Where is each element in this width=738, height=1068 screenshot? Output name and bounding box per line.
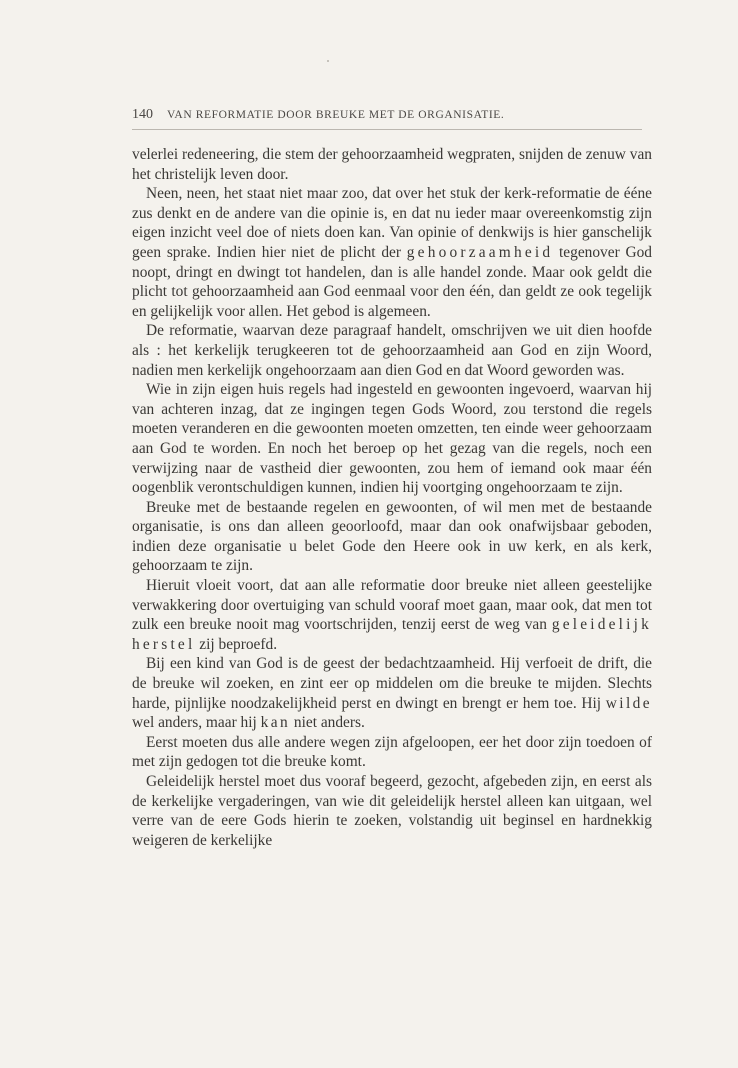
paragraph-5	[132, 498, 652, 576]
paragraph-text: Bij een kind van God is de geest der bedachtzaamheid. Hij verfoeit de drift, die de breuke wil zoeken, en zint eer op middelen om die breuke te mijden. Slechts harde, pijnlijke noodzakelijkheid perst en dwingt en brengt er hem toe. Hij	[132, 655, 652, 712]
paragraph-text: Geleidelijk herstel moet dus vooraf begeerd, gezocht, afgebeden zijn, en eerst als de kerkelijke vergaderingen, van wie dit geleidelijk herstel alleen kan uitgaan, wel verre van de eere Gods hierin te zoeken, volstandig uit beginsel en hardnekkig weigeren de kerkelijke	[132, 773, 652, 849]
spaced-emphasis: kan	[260, 714, 291, 732]
paper-speck	[327, 60, 329, 62]
paragraph-text: zij beproefd.	[195, 635, 278, 653]
paragraph-4	[132, 380, 652, 498]
paragraph-text: Eerst moeten dus alle andere wegen zijn afgeloopen, eer het door zijn toedoen of met zijn gedogen tot die breuke komt.	[132, 733, 652, 771]
paragraph-text: wel anders, maar hij	[132, 714, 261, 732]
paragraph-text: velerlei redeneering, die stem der gehoorzaamheid wegpraten, snijden de zenuw van het christelijk leven door.	[132, 146, 652, 183]
paragraph-2	[132, 184, 652, 321]
paragraph-1	[132, 145, 652, 184]
paragraph-text: Neen, neen, het staat niet maar zoo, dat over het stuk der kerk-reformatie de ééne zus denkt en de andere van die opinie is, en dat nu ieder maar overeenkomstig zijn eigen inzicht veel doe of niets doen kan. Van opinie of denkwijs is hier ganschelijk geen sprake. Indien hier niet de plicht der	[132, 185, 652, 261]
paragraph-text: niet anders.	[290, 714, 365, 732]
paragraph-3	[132, 321, 652, 380]
running-header	[132, 107, 652, 123]
body-text	[132, 145, 652, 850]
paragraph-7	[132, 654, 652, 732]
paragraph-text: Wie in zijn eigen huis regels had ingesteld en gewoonten ingevoerd, waarvan hij van achteren inzag, dat ze ingingen tegen Gods Woord, zou terstond die regels moeten veranderen en die gewoonten moeten omzetten, ten einde weer gehoorzaam aan God te worden. En noch het beroep op het gezag van die regels, noch een verwijzing naar de vastheid dier gewoonten, zou hem of iemand ook maar één oogenblik verontschuldigen kunnen, indien hij voortging ongehoorzaam te zijn.	[132, 381, 652, 497]
header-rule	[132, 129, 642, 130]
spaced-emphasis: wilde	[605, 694, 652, 712]
paragraph-9	[132, 772, 652, 850]
running-title: VAN REFORMATIE DOOR BREUKE MET DE ORGANISATIE.	[167, 109, 505, 121]
paragraph-text: Breuke met de bestaande regelen en gewoonten, of wil men met de bestaande organisatie, is ons dan alleen geoorloofd, maar dan ook onafwijsbaar geboden, indien deze organisatie u belet Gode den Heere ook in uw kerk, en als kerk, gehoorzaam te zijn.	[132, 498, 652, 575]
paragraph-text: tegenover God noopt, dringt en dwingt tot handelen, dan is alle handel zonde. Maar ook geldt die plicht tot gehoorzaamheid aan God eenmaal voor den één, dan geldt ze ook tegelijk en gelijkelijk voor allen. Het gebod is algemeen.	[132, 243, 652, 320]
paragraph-8	[132, 733, 652, 772]
paragraph-text: De reformatie, waarvan deze paragraaf handelt, omschrijven we uit dien hoofde als : het kerkelijk terugkeeren tot de gehoorzaamheid aan God en zijn Woord, nadien men kerkelijk ongehoorzaam aan dien God en dat Woord geworden was.	[132, 322, 652, 379]
spaced-emphasis: geleidelijk herstel	[132, 616, 652, 653]
page-number: 140	[132, 107, 153, 122]
paragraph-text: Hieruit vloeit voort, dat aan alle reformatie door breuke niet alleen geestelijke verwakkering door overtuiging van schuld vooraf moet gaan, maar ook, dat men tot zulk een breuke nooit mag voortschrijden, tenzij eerst de weg van	[132, 577, 652, 634]
spaced-emphasis: gehoorzaamheid	[406, 243, 554, 261]
paragraph-6	[132, 576, 652, 654]
